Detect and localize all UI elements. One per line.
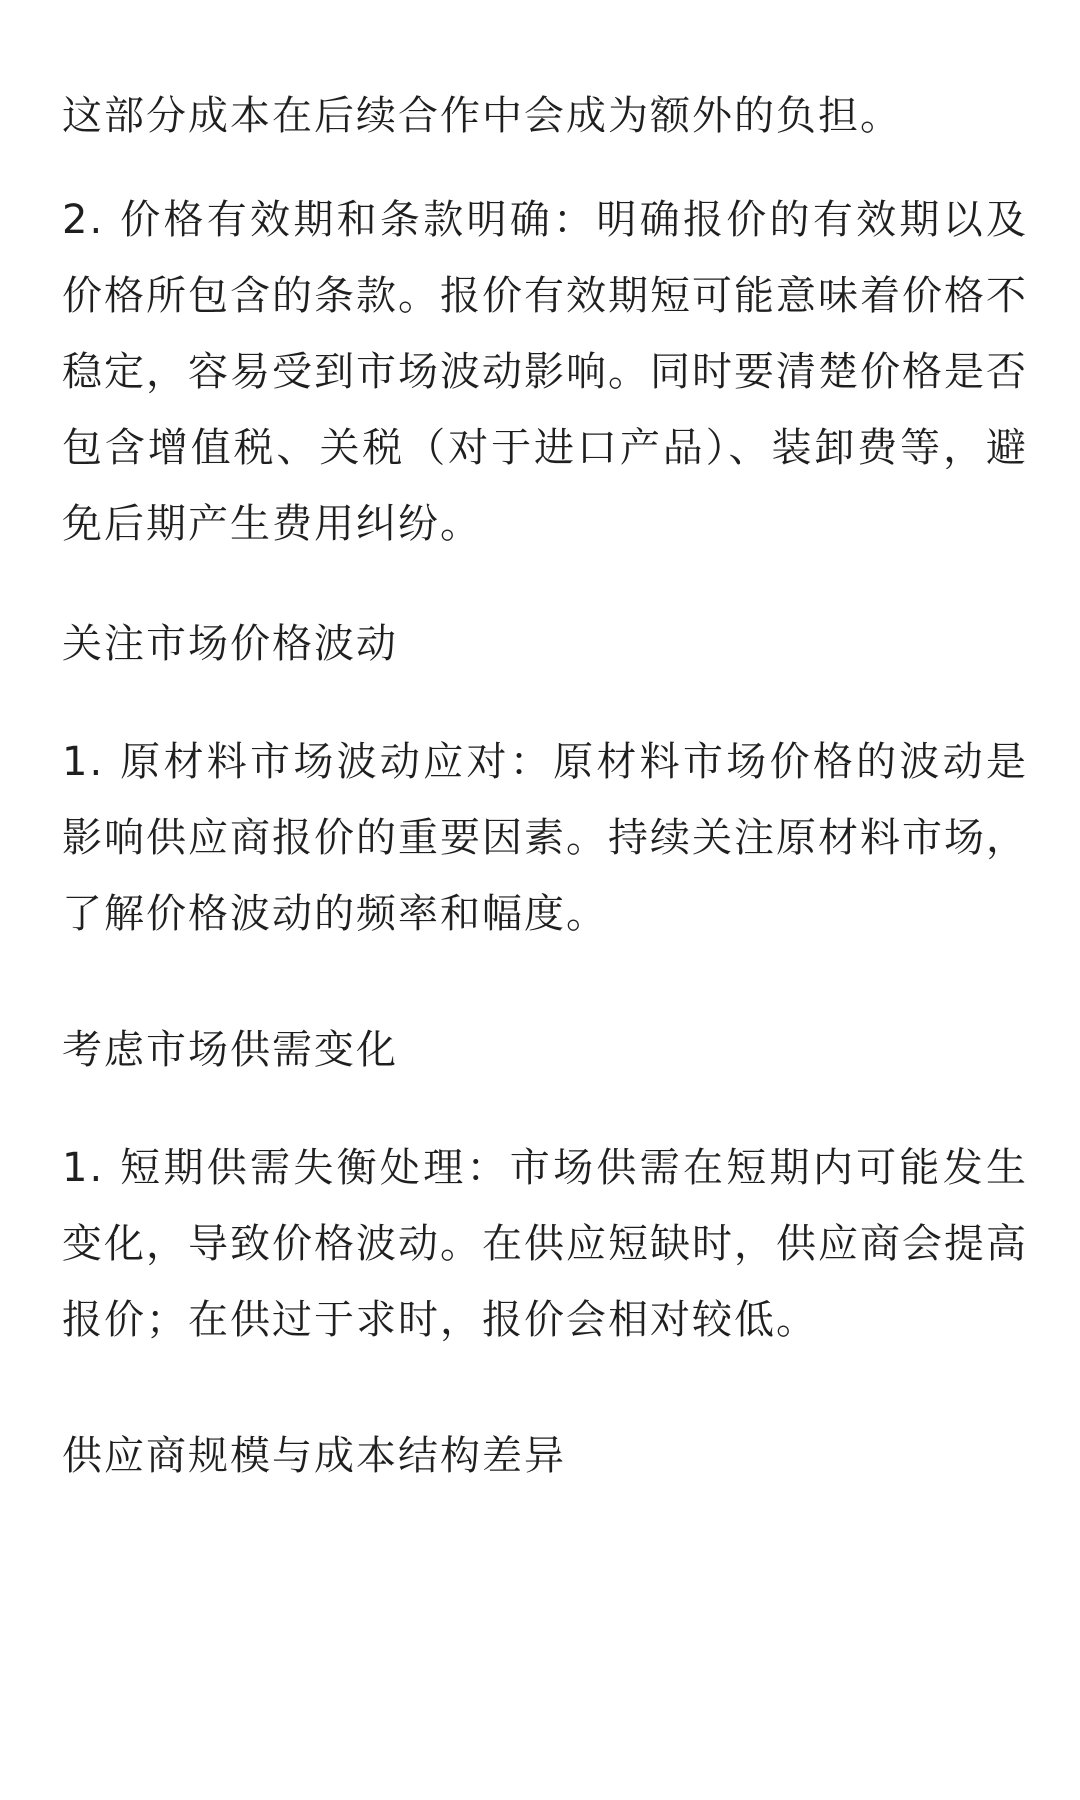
supply-demand-paragraph: 1. 短期供需失衡处理：市场供需在短期内可能发生变化，导致价格波动。在供应短缺时，供应商会提高报价；在供过于求时，报价会相对较低。	[62, 1145, 1028, 1343]
intro-paragraph-tail: 这部分成本在后续合作中会成为额外的负担。	[62, 93, 902, 139]
section-heading-supplier-scale: 供应商规模与成本结构差异	[62, 1433, 566, 1479]
price-validity-paragraph: 2. 价格有效期和条款明确：明确报价的有效期以及价格所包含的条款。报价有效期短可能意味着价格不稳定，容易受到市场波动影响。同时要清楚价格是否包含增值税、关税（对于进口产品）、装卸费等，避免后期产生费用纠纷。	[62, 197, 1028, 547]
section-heading-supply-demand: 考虑市场供需变化	[62, 1027, 398, 1073]
section-heading-market-fluctuation: 关注市场价格波动	[62, 621, 398, 667]
raw-material-paragraph: 1. 原材料市场波动应对：原材料市场价格的波动是影响供应商报价的重要因素。持续关注原材料市场，了解价格波动的频率和幅度。	[62, 739, 1028, 937]
